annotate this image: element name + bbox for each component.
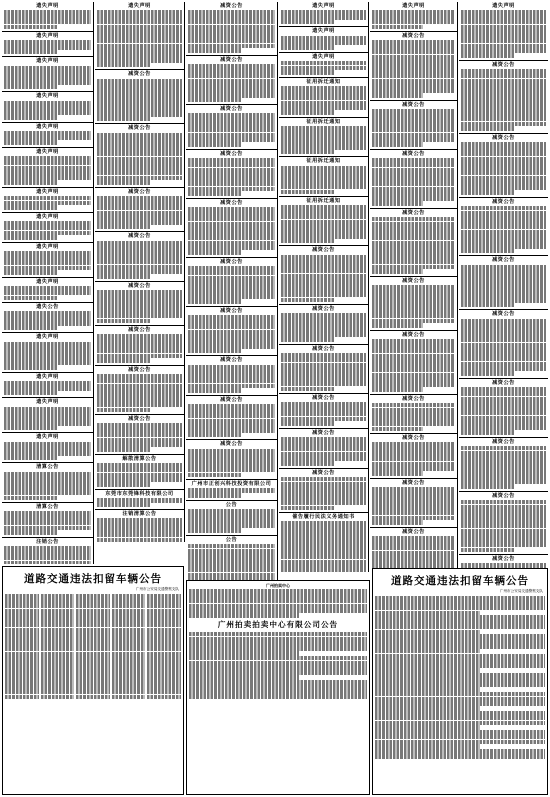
notice-title: 遗失声明: [492, 3, 515, 9]
text-line: [281, 45, 334, 50]
notice-block: [95, 366, 184, 415]
notice-title: 公告: [225, 536, 238, 543]
text-line: [281, 421, 334, 426]
notice-block: [2, 213, 93, 243]
notice-block: [2, 373, 93, 398]
notice-title: 减资公告: [492, 492, 515, 499]
notice-title: 清算公告: [36, 464, 59, 471]
notice-title: 遗失声明: [36, 148, 59, 155]
table-cell: [41, 694, 75, 699]
column-4: [279, 2, 369, 572]
text-line: [112, 695, 146, 700]
notice-title: 减资公告: [128, 125, 151, 132]
notice-title: 征用拆迁通知: [306, 118, 341, 125]
text-line: [4, 365, 58, 370]
notice-title: 减资公告: [312, 247, 335, 254]
notice-block: [370, 209, 457, 277]
table-cell: [147, 694, 181, 699]
traffic-notice-right-title: 道路交通违法扣留车辆公告: [391, 575, 529, 587]
column-1: [2, 2, 94, 564]
notice-block: [186, 396, 277, 440]
notice-block: [95, 282, 184, 326]
notice-title: 减资公告: [128, 416, 151, 423]
notice-block: [459, 2, 548, 61]
text-line: [41, 695, 75, 700]
notice-block: [95, 455, 184, 490]
text-line: [372, 93, 423, 98]
auction-notice-title: 广州拍卖拍卖中心有限公司公告: [217, 619, 339, 629]
notice-title: 遗失声明: [36, 58, 59, 65]
notice-title: 解散清算公告: [122, 455, 157, 462]
notice-block: [2, 538, 93, 564]
notice-title: 减资公告: [402, 33, 425, 40]
notice-title: 遗失声明: [36, 434, 59, 441]
traffic-notice-left-issuer: 广州市公安局交通警察支队: [135, 587, 179, 591]
notice-block: [2, 2, 93, 32]
text-line: [189, 694, 367, 699]
notice-block: [95, 70, 184, 124]
notice-block: [370, 479, 457, 528]
text-line: [461, 430, 514, 435]
text-line: [372, 427, 423, 432]
notice-block: [279, 246, 368, 305]
text-line: [97, 482, 150, 487]
text-line: [4, 561, 91, 564]
notice-title: 注销清算公告: [122, 511, 157, 518]
notice-block: [370, 395, 457, 435]
notice-title: 减资公告: [220, 308, 243, 315]
text-line: [372, 471, 423, 476]
text-line: [281, 239, 334, 244]
notice-title: 减资公告: [402, 395, 425, 402]
table-cell: [5, 694, 39, 699]
notice-title: 征用拆迁通知: [306, 158, 341, 165]
text-line: [372, 269, 423, 274]
notice-title: 减资公告: [312, 306, 335, 313]
text-line: [461, 126, 514, 131]
notice-block: [186, 56, 277, 105]
text-line: [76, 695, 110, 700]
notice-block: [279, 78, 368, 118]
notice-title: 减资公告: [492, 134, 515, 141]
notice-block: [186, 199, 277, 258]
notice-title: 减资公告: [402, 209, 425, 216]
text-line: [188, 388, 242, 393]
notice-block: [186, 258, 277, 307]
notice-block: [459, 438, 548, 492]
text-line: [372, 387, 423, 392]
text-line: [461, 190, 514, 195]
text-line: [188, 98, 242, 103]
notice-block: [186, 2, 277, 56]
notice-block: [186, 440, 277, 480]
notice-title: 减资公告: [128, 282, 151, 289]
notice-block: [95, 124, 184, 188]
notice-title: 减资公告: [220, 357, 243, 364]
notice-block: [95, 326, 184, 366]
text-line: [281, 506, 334, 511]
text-line: [4, 456, 58, 461]
notice-title: 遗失声明: [402, 3, 425, 9]
traffic-notice-right-issuer: 广州市公安局交通警察支队: [499, 589, 543, 593]
text-line: [97, 63, 150, 68]
text-line: [97, 274, 150, 279]
notice-title: 减资公告: [220, 106, 243, 113]
notice-title: 减资公告: [220, 3, 243, 9]
notice-title: 遗失声明: [36, 278, 59, 285]
text-line: [97, 319, 150, 324]
notice-block: [186, 150, 277, 199]
notice-title: 广州市正创兴科技投资有限公司: [191, 481, 272, 488]
notice-block: [279, 27, 368, 52]
notice-title: 减资公告: [128, 327, 151, 334]
column-2: [95, 2, 185, 542]
notice-block: [2, 398, 93, 433]
notice-title: 减资公告: [312, 430, 335, 436]
text-line: [97, 180, 150, 185]
auction-notice-body: [187, 630, 369, 701]
notice-title: 遗失声明: [36, 93, 59, 100]
notice-block: [2, 32, 93, 57]
notice-title: 遗失声明: [312, 53, 335, 60]
text-line: [281, 387, 334, 392]
table-cell: [76, 694, 110, 699]
notice-block: [279, 305, 368, 345]
notice-block: [370, 528, 457, 568]
notice-title: 减资公告: [312, 395, 335, 402]
notice-block: [370, 331, 457, 395]
text-line: [4, 205, 58, 210]
notice-block: [2, 123, 93, 148]
text-line: [372, 25, 423, 30]
notice-block: [370, 2, 457, 32]
notice-block: [459, 379, 548, 438]
text-line: [97, 447, 150, 452]
notice-title: 东莞市东莞锋科技有限公司: [105, 490, 174, 497]
notice-block: [2, 243, 93, 278]
notice-title: 减资公告: [402, 479, 425, 486]
notice-block: [279, 197, 368, 246]
text-line: [4, 496, 58, 501]
text-line: [97, 503, 150, 508]
text-line: [4, 391, 58, 396]
notice-title: 减资公告: [220, 397, 243, 403]
table-cell: [112, 694, 146, 699]
notice-title: 减资公告: [402, 101, 425, 108]
notice-block: [2, 503, 93, 538]
text-line: [372, 520, 423, 525]
notice-title: 减资公告: [492, 311, 515, 318]
auction-top-block: [187, 581, 369, 620]
notice-block: [95, 188, 184, 232]
notice-title: 清算公告: [36, 504, 59, 511]
notice-block: [279, 429, 368, 469]
notice-block: [459, 256, 548, 310]
text-line: [281, 190, 334, 195]
text-line: [4, 270, 58, 275]
notice-block: [2, 463, 93, 503]
text-line: [281, 461, 334, 466]
text-line: [4, 530, 58, 535]
text-line: [375, 754, 545, 759]
notice-block: [2, 57, 93, 92]
text-line: [281, 150, 334, 155]
notice-block: [2, 303, 93, 333]
notice-title: 减资公告: [220, 150, 243, 157]
notice-block: [459, 198, 548, 257]
notice-title: 遗失声明: [36, 399, 59, 406]
notice-title: 减资公告: [402, 331, 425, 338]
notice-title: 遗失声明: [36, 244, 59, 250]
notice-block: [279, 513, 368, 572]
text-line: [281, 337, 334, 342]
notice-title: 征用拆迁通知: [306, 79, 341, 86]
traffic-notice-left-table: [3, 592, 183, 701]
text-line: [188, 142, 242, 147]
text-line: [4, 180, 58, 185]
text-line: [461, 249, 514, 254]
notice-block: [2, 333, 93, 373]
text-line: [188, 299, 242, 304]
notice-title: 催告履行民法义务通知书: [292, 514, 355, 521]
notice-title: 减资公告: [128, 71, 151, 78]
notice-block: [370, 32, 457, 100]
text-line: [281, 298, 334, 303]
text-line: [4, 50, 58, 55]
text-line: [188, 493, 242, 498]
traffic-notice-left-title: 道路交通违法扣留车辆公告: [24, 573, 162, 585]
notice-title: 减资公告: [220, 57, 243, 64]
notice-block: [459, 61, 548, 134]
text-line: [188, 191, 242, 196]
traffic-notice-left: [2, 566, 184, 795]
notice-block: [186, 536, 277, 580]
traffic-notice-right-list: [373, 594, 547, 761]
text-line: [188, 250, 242, 255]
notice-block: [95, 232, 184, 281]
notice-block: [186, 501, 277, 536]
notice-block: [95, 2, 184, 70]
notice-title: 减资公告: [492, 61, 515, 68]
notice-block: [279, 53, 368, 78]
notice-title: 遗失声明: [36, 3, 59, 9]
text-line: [188, 528, 242, 533]
notice-title: 遗失声明: [36, 213, 59, 220]
notice-block: [459, 310, 548, 378]
text-line: [4, 235, 58, 240]
notice-title: 减资公告: [492, 556, 515, 563]
notice-title: 减资公告: [220, 258, 243, 265]
notice-block: [186, 480, 277, 501]
text-line: [97, 117, 150, 122]
notice-block: [279, 2, 368, 27]
notice-block: [186, 356, 277, 396]
text-line: [4, 115, 58, 120]
notice-title: 减资公告: [492, 257, 515, 264]
notice-title: 公告: [225, 501, 238, 508]
text-line: [281, 569, 366, 572]
column-3: [186, 2, 278, 580]
notice-title: 遗失公告: [36, 304, 59, 311]
notice-title: 注销公告: [36, 539, 59, 546]
notice-title: 减资公告: [402, 528, 425, 535]
auction-notice: [186, 580, 370, 795]
notice-block: [279, 469, 368, 513]
text-line: [281, 20, 334, 25]
notice-block: [95, 490, 184, 511]
notice-title: 减资公告: [492, 198, 515, 205]
text-line: [97, 358, 150, 363]
text-line: [97, 225, 150, 230]
text-line: [188, 473, 242, 478]
text-line: [372, 323, 423, 328]
notice-title: 遗失声明: [312, 3, 335, 9]
text-line: [147, 695, 181, 700]
text-line: [188, 48, 242, 53]
notice-title: 遗失声明: [36, 188, 59, 195]
notice-title: 减资公告: [402, 277, 425, 284]
notice-block: [459, 492, 548, 556]
notice-title: 减资公告: [128, 189, 151, 195]
notice-block: [2, 92, 93, 122]
text-line: [4, 426, 58, 431]
notice-title: 遗失声明: [36, 33, 59, 40]
notice-title: 减资公告: [402, 435, 425, 442]
notice-block: [186, 105, 277, 149]
notice-title: 减资公告: [128, 233, 151, 240]
notice-title: 征用拆迁通知: [306, 198, 341, 205]
text-line: [372, 142, 423, 147]
traffic-notice-right: [372, 568, 548, 795]
text-line: [188, 349, 242, 354]
text-line: [461, 484, 514, 489]
notice-title: 减资公告: [220, 441, 243, 448]
text-line: [4, 140, 58, 145]
notice-block: [2, 148, 93, 188]
notice-title: 减资公告: [492, 438, 515, 445]
notice-block: [459, 134, 548, 198]
notice-block: [279, 394, 368, 429]
notice-block: [2, 188, 93, 213]
notice-title: 遗失声明: [128, 3, 151, 9]
text-line: [188, 433, 242, 438]
notice-title: 遗失声明: [36, 334, 59, 341]
text-line: [461, 548, 514, 553]
notice-title: 遗失声明: [36, 123, 59, 130]
text-line: [4, 296, 58, 301]
auction-top-title: 广州拍卖中心: [266, 583, 290, 588]
text-line: [281, 110, 334, 115]
text-line: [281, 70, 334, 75]
notice-block: [2, 278, 93, 303]
text-line: [4, 326, 58, 331]
notice-block: [186, 307, 277, 356]
notice-title: 减资公告: [128, 366, 151, 373]
notice-block: [370, 277, 457, 331]
text-line: [461, 53, 514, 58]
notice-block: [370, 150, 457, 209]
notice-block: [95, 510, 184, 542]
notice-block: [279, 345, 368, 394]
text-line: [461, 371, 514, 376]
notice-block: [279, 118, 368, 158]
notice-title: 减资公告: [312, 469, 335, 476]
notice-title: 遗失声明: [312, 28, 335, 35]
notice-title: 减资公告: [220, 200, 243, 206]
text-line: [5, 695, 39, 700]
text-line: [4, 85, 58, 90]
text-line: [461, 303, 514, 308]
text-line: [97, 408, 150, 413]
notice-block: [2, 433, 93, 463]
notice-block: [370, 101, 457, 150]
column-5: [370, 2, 458, 568]
text-line: [4, 25, 58, 30]
notice-title: 遗失声明: [36, 374, 59, 381]
text-line: [97, 538, 182, 542]
notice-title: 减资公告: [312, 345, 335, 352]
text-line: [189, 613, 299, 618]
notice-block: [95, 415, 184, 455]
notice-title: 减资公告: [492, 379, 515, 386]
text-line: [372, 201, 423, 206]
notice-block: [370, 434, 457, 478]
notice-title: 减资公告: [402, 150, 425, 157]
notice-block: [279, 157, 368, 197]
